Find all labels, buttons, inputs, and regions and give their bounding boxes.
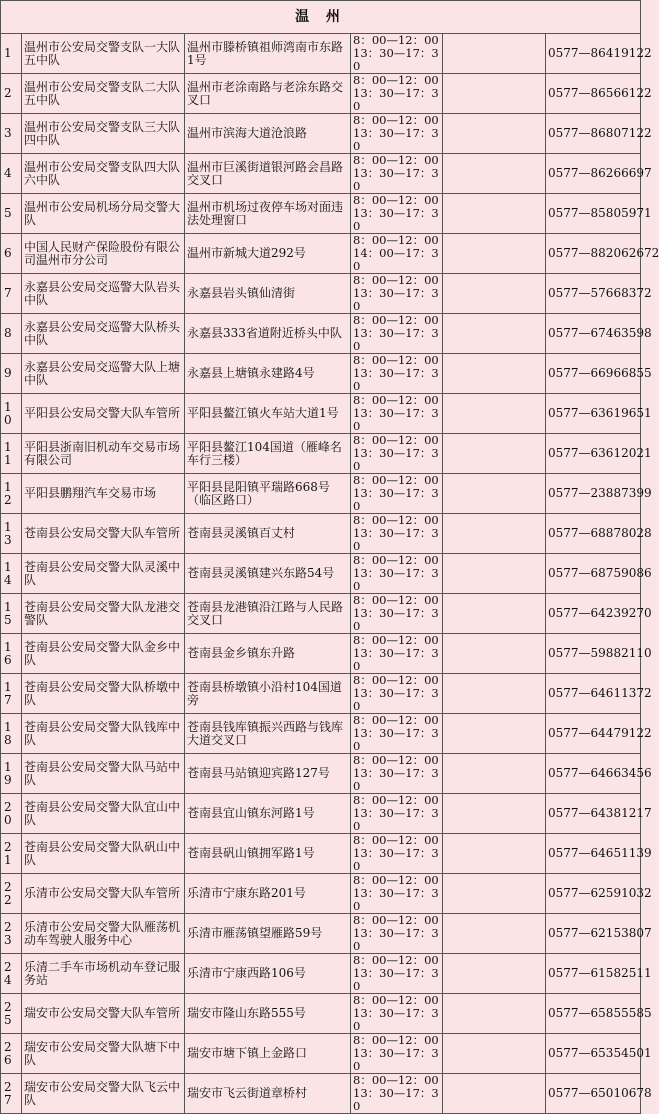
phone-number: 0577—85805971 <box>546 194 641 234</box>
phone-number: 0577—57668372 <box>546 274 641 314</box>
blank-cell <box>443 954 546 994</box>
table-row <box>1 514 641 554</box>
table-row <box>1 954 641 994</box>
table-row <box>1 914 641 954</box>
office-name: 温州市公安局交警支队四大队六中队 <box>22 154 185 194</box>
table-row <box>1 274 641 314</box>
table-row <box>1 354 641 394</box>
row-number: 23 <box>1 914 22 954</box>
office-hours: 8：00—12：00 13：30—17：30 <box>351 1034 443 1074</box>
office-name: 平阳县公安局交警大队车管所 <box>22 394 185 434</box>
blank-cell <box>443 314 546 354</box>
blank-cell <box>443 1074 546 1114</box>
office-address: 苍南县龙港镇沿江路与人民路交叉口 <box>185 594 351 634</box>
blank-cell <box>443 114 546 154</box>
office-name: 温州市公安局交警支队二大队五中队 <box>22 74 185 114</box>
blank-cell <box>443 234 546 274</box>
row-number: 14 <box>1 554 22 594</box>
office-address: 温州市滨海大道沧浪路 <box>185 114 351 154</box>
office-name: 苍南县公安局交警大队龙港交警队 <box>22 594 185 634</box>
office-hours: 8：00—12：00 13：30—17：30 <box>351 794 443 834</box>
blank-cell <box>443 714 546 754</box>
table-row <box>1 874 641 914</box>
blank-cell <box>443 674 546 714</box>
phone-number: 0577—62591032 <box>546 874 641 914</box>
office-address: 苍南县金乡镇东升路 <box>185 634 351 674</box>
row-number: 24 <box>1 954 22 994</box>
office-address: 苍南县马站镇迎宾路127号 <box>185 754 351 794</box>
office-address: 乐清市宁康西路106号 <box>185 954 351 994</box>
row-number: 16 <box>1 634 22 674</box>
phone-number: 0577—64611372 <box>546 674 641 714</box>
table-row <box>1 554 641 594</box>
phone-number: 0577—68759086 <box>546 554 641 594</box>
row-number: 5 <box>1 194 22 234</box>
office-name: 苍南县公安局交警大队钱库中队 <box>22 714 185 754</box>
office-address: 永嘉县333省道附近桥头中队 <box>185 314 351 354</box>
office-name: 苍南县公安局交警大队宜山中队 <box>22 794 185 834</box>
office-hours: 8：00—12：00 13：30—17：30 <box>351 354 443 394</box>
office-hours: 8：00—12：00 13：30—17：30 <box>351 114 443 154</box>
office-hours: 8：00—12：00 13：30—17：30 <box>351 594 443 634</box>
office-name: 苍南县公安局交警大队灵溪中队 <box>22 554 185 594</box>
row-number: 25 <box>1 994 22 1034</box>
blank-cell <box>443 154 546 194</box>
table-row <box>1 154 641 194</box>
row-number: 18 <box>1 714 22 754</box>
row-number: 22 <box>1 874 22 914</box>
blank-cell <box>443 194 546 234</box>
office-address: 瑞安市飞云街道章桥村 <box>185 1074 351 1114</box>
office-address: 苍南县宜山镇东河路1号 <box>185 794 351 834</box>
office-name: 永嘉县公安局交巡警大队桥头中队 <box>22 314 185 354</box>
table-row <box>1 114 641 154</box>
office-address: 温州市巨溪街道银河路会昌路交叉口 <box>185 154 351 194</box>
blank-cell <box>443 74 546 114</box>
office-hours: 8：00—12：00 13：30—17：30 <box>351 274 443 314</box>
office-name: 瑞安市公安局交警大队飞云中队 <box>22 1074 185 1114</box>
office-hours: 8：00—12：00 13：30—17：30 <box>351 634 443 674</box>
phone-number: 0577—86266697 <box>546 154 641 194</box>
row-number: 9 <box>1 354 22 394</box>
table-row <box>1 794 641 834</box>
row-number: 17 <box>1 674 22 714</box>
row-number: 3 <box>1 114 22 154</box>
phone-number: 0577—64479122 <box>546 714 641 754</box>
row-number: 11 <box>1 434 22 474</box>
table-row <box>1 994 641 1034</box>
blank-cell <box>443 474 546 514</box>
phone-number: 0577—64663456 <box>546 754 641 794</box>
office-address: 永嘉县上塘镇永建路4号 <box>185 354 351 394</box>
office-address: 苍南县矾山镇拥军路1号 <box>185 834 351 874</box>
office-address: 瑞安市塘下镇上金路口 <box>185 1034 351 1074</box>
office-name: 温州市公安局交警支队三大队四中队 <box>22 114 185 154</box>
blank-cell <box>443 34 546 74</box>
phone-number: 0577—86419122 <box>546 34 641 74</box>
phone-number: 0577—68878028 <box>546 514 641 554</box>
table-row <box>1 314 641 354</box>
blank-cell <box>443 354 546 394</box>
blank-cell <box>443 914 546 954</box>
phone-number: 0577—64239270 <box>546 594 641 634</box>
office-hours: 8：00—12：00 13：30—17：30 <box>351 194 443 234</box>
office-hours: 8：00—12：00 13：30—17：30 <box>351 954 443 994</box>
row-number: 6 <box>1 234 22 274</box>
office-address: 乐清市宁康东路201号 <box>185 874 351 914</box>
phone-number: 0577—23887399 <box>546 474 641 514</box>
office-name: 乐清市公安局交警大队雁荡机动车驾驶人服务中心 <box>22 914 185 954</box>
office-hours: 8：00—12：00 13：30—17：30 <box>351 74 443 114</box>
blank-cell <box>443 834 546 874</box>
office-hours: 8：00—12：00 13：30—17：30 <box>351 474 443 514</box>
row-number: 26 <box>1 1034 22 1074</box>
table-row <box>1 674 641 714</box>
table-row <box>1 1074 641 1114</box>
table-row <box>1 34 641 74</box>
table-row <box>1 634 641 674</box>
office-address: 苍南县桥墩镇小沿村104国道旁 <box>185 674 351 714</box>
office-name: 乐清市公安局交警大队车管所 <box>22 874 185 914</box>
phone-number: 0577—65010678 <box>546 1074 641 1114</box>
table-row <box>1 194 641 234</box>
office-hours: 8：00—12：00 13：30—17：30 <box>351 714 443 754</box>
office-name: 平阳县鹏翔汽车交易市场 <box>22 474 185 514</box>
row-number: 4 <box>1 154 22 194</box>
office-name: 苍南县公安局交警大队马站中队 <box>22 754 185 794</box>
row-number: 12 <box>1 474 22 514</box>
office-hours: 8：00—12：00 13：30—17：30 <box>351 554 443 594</box>
office-hours: 8：00—12：00 13：30—17：30 <box>351 314 443 354</box>
blank-cell <box>443 1034 546 1074</box>
office-name: 苍南县公安局交警大队金乡中队 <box>22 634 185 674</box>
phone-number: 0577—63612021 <box>546 434 641 474</box>
table-row <box>1 474 641 514</box>
row-number: 2 <box>1 74 22 114</box>
row-number: 19 <box>1 754 22 794</box>
blank-cell <box>443 434 546 474</box>
office-address: 温州市机场过夜停车场对面违法处理窗口 <box>185 194 351 234</box>
office-hours: 8：00—12：00 14：00—17：30 <box>351 234 443 274</box>
blank-cell <box>443 514 546 554</box>
office-address: 平阳县昆阳镇平瑞路668号（临区路口） <box>185 474 351 514</box>
row-number: 27 <box>1 1074 22 1114</box>
blank-cell <box>443 594 546 634</box>
office-hours: 8：00—12：00 13：30—17：30 <box>351 514 443 554</box>
phone-number: 0577—65354501 <box>546 1034 641 1074</box>
table-row <box>1 434 641 474</box>
table-row <box>1 234 641 274</box>
office-hours: 8：00—12：00 13：30—17：30 <box>351 154 443 194</box>
office-hours: 8：00—12：00 13：30—17：30 <box>351 754 443 794</box>
phone-number: 0577—882062672 <box>546 234 641 274</box>
office-address: 平阳县鳌江镇火车站大道1号 <box>185 394 351 434</box>
office-hours: 8：00—12：00 13：30—17：30 <box>351 1074 443 1114</box>
table-row <box>1 714 641 754</box>
office-name: 瑞安市公安局交警大队塘下中队 <box>22 1034 185 1074</box>
phone-number: 0577—65855585 <box>546 994 641 1034</box>
table-row <box>1 754 641 794</box>
office-hours: 8：00—12：00 13：30—17：30 <box>351 874 443 914</box>
office-name: 苍南县公安局交警大队桥墩中队 <box>22 674 185 714</box>
blank-cell <box>443 634 546 674</box>
blank-cell <box>443 554 546 594</box>
phone-number: 0577—63619651 <box>546 394 641 434</box>
blank-cell <box>443 994 546 1034</box>
office-address: 平阳县鳌江104国道（雁峰名车行三楼） <box>185 434 351 474</box>
office-hours: 8：00—12：00 13：30—17：30 <box>351 674 443 714</box>
office-name: 苍南县公安局交警大队车管所 <box>22 514 185 554</box>
blank-cell <box>443 754 546 794</box>
row-number: 7 <box>1 274 22 314</box>
table-row <box>1 394 641 434</box>
phone-number: 0577—67463598 <box>546 314 641 354</box>
office-address: 乐清市雁荡镇望雁路59号 <box>185 914 351 954</box>
row-number: 15 <box>1 594 22 634</box>
office-name: 温州市公安局机场分局交警大队 <box>22 194 185 234</box>
office-address: 瑞安市隆山东路555号 <box>185 994 351 1034</box>
phone-number: 0577—66966855 <box>546 354 641 394</box>
office-name: 永嘉县公安局交巡警大队岩头中队 <box>22 274 185 314</box>
office-name: 中国人民财产保险股份有限公司温州市分公司 <box>22 234 185 274</box>
blank-cell <box>443 274 546 314</box>
row-number: 21 <box>1 834 22 874</box>
table-row <box>1 1034 641 1074</box>
office-hours: 8：00—12：00 13：30—17：30 <box>351 994 443 1034</box>
office-address: 温州市滕桥镇祖师湾南市东路1号 <box>185 34 351 74</box>
office-address: 苍南县灵溪镇百丈村 <box>185 514 351 554</box>
office-name: 永嘉县公安局交巡警大队上塘中队 <box>22 354 185 394</box>
office-address: 永嘉县岩头镇仙清街 <box>185 274 351 314</box>
table-row <box>1 74 641 114</box>
table-row <box>1 594 641 634</box>
office-name: 苍南县公安局交警大队矾山中队 <box>22 834 185 874</box>
office-hours: 8：00—12：00 13：30—17：30 <box>351 434 443 474</box>
office-name: 乐清二手车市场机动车登记服务站 <box>22 954 185 994</box>
office-address: 苍南县钱库镇振兴西路与钱库大道交叉口 <box>185 714 351 754</box>
row-number: 13 <box>1 514 22 554</box>
row-number: 1 <box>1 34 22 74</box>
office-hours: 8：00—12：00 13：30—17：30 <box>351 34 443 74</box>
office-address: 温州市新城大道292号 <box>185 234 351 274</box>
office-name: 温州市公安局交警支队一大队五中队 <box>22 34 185 74</box>
blank-cell <box>443 394 546 434</box>
row-number: 20 <box>1 794 22 834</box>
blank-cell <box>443 874 546 914</box>
table-header-row <box>1 1 641 34</box>
blank-cell <box>443 794 546 834</box>
office-hours: 8：00—12：00 13：30—17：30 <box>351 394 443 434</box>
phone-number: 0577—86566122 <box>546 74 641 114</box>
phone-number: 0577—86807122 <box>546 114 641 154</box>
office-hours: 8：00—12：00 13：30—17：30 <box>351 914 443 954</box>
row-number: 8 <box>1 314 22 354</box>
office-address: 温州市老涂南路与老涂东路交叉口 <box>185 74 351 114</box>
office-name: 瑞安市公安局交警大队车管所 <box>22 994 185 1034</box>
phone-number: 0577—59882110 <box>546 634 641 674</box>
office-name: 平阳县浙南旧机动车交易市场有限公司 <box>22 434 185 474</box>
office-hours: 8：00—12：00 13：30—17：30 <box>351 834 443 874</box>
city-title: 温 州 <box>1 1 641 34</box>
row-number: 10 <box>1 394 22 434</box>
phone-number: 0577—62153807 <box>546 914 641 954</box>
office-address: 苍南县灵溪镇建兴东路54号 <box>185 554 351 594</box>
phone-number: 0577—61582511 <box>546 954 641 994</box>
phone-number: 0577—64651139 <box>546 834 641 874</box>
table-row <box>1 834 641 874</box>
phone-number: 0577—64381217 <box>546 794 641 834</box>
